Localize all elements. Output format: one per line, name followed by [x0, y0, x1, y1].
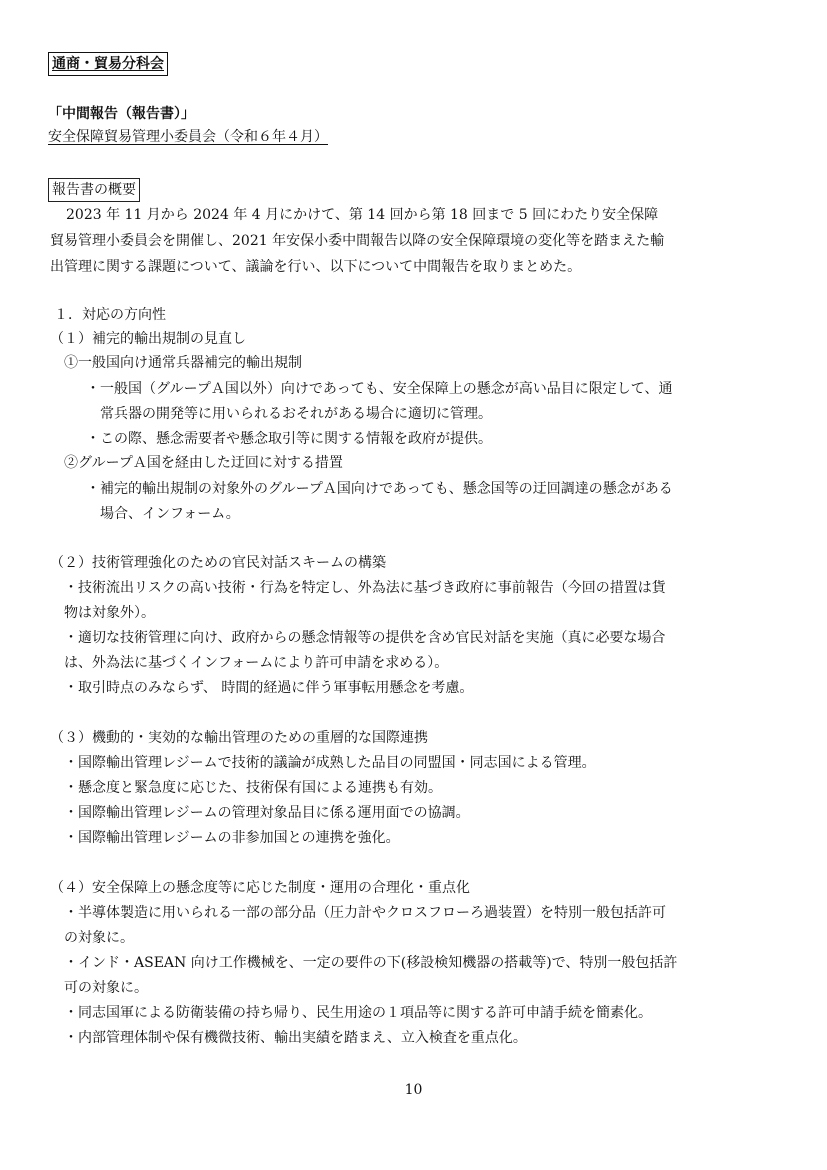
item-2-bullet-1-line-1: ・補完的輸出規制の対象外のグループＡ国向けであっても、懸念国等の迂回調達の懸念がある [86, 481, 673, 497]
subsection-2-heading: （２）技術管理強化のための官民対話スキームの構築 [50, 555, 386, 571]
section-heading: １．対応の方向性 [54, 307, 166, 323]
sub2-bullet-2-line-2: は、外為法に基づくインフォームにより許可申請を求める）。 [64, 655, 449, 671]
overview-label: 報告書の概要 [48, 178, 140, 202]
sub4-bullet-2-line-2: 可の対象に。 [64, 980, 148, 996]
item-1-bullet-1-line-2: 常兵器の開発等に用いられるおそれがある場合に適切に管理。 [100, 406, 492, 422]
sub2-bullet-2-line-1: ・適切な技術管理に向け、政府からの懸念情報等の提供を含め官民対話を実施（真に必要な場合 [64, 630, 666, 646]
sub3-bullet-4: ・国際輸出管理レジームの非参加国との連携を強化。 [64, 830, 400, 846]
item-2-heading: ②グループＡ国を経由した迂回に対する措置 [64, 455, 343, 471]
sub2-bullet-1-line-2: 物は対象外）。 [64, 605, 155, 621]
subsection-1-heading: （１）補完的輸出規制の見直し [50, 331, 246, 347]
sub4-bullet-2-line-1: ・インド・ASEAN 向け工作機械を、一定の要件の下(移設検知機器の搭載等)で、特別一般包括許 [64, 955, 678, 971]
sub4-bullet-1-line-2: の対象に。 [64, 930, 134, 946]
item-1-bullet-2: ・この際、懸念需要者や懸念取引等に関する情報を政府が提供。 [86, 431, 492, 447]
sub2-bullet-1-line-1: ・技術流出リスクの高い技術・行為を特定し、外為法に基づき政府に事前報告（今回の措置は貨 [64, 580, 666, 596]
report-title: 「中間報告（報告書）」 [48, 106, 195, 122]
subsection-3-heading: （３）機動的・実効的な輸出管理のための重層的な国際連携 [50, 730, 428, 746]
sub4-bullet-3: ・同志国軍による防衛装備の持ち帰り、民生用途の１項品等に関する許可申請手続を簡素化。 [64, 1005, 652, 1021]
overview-line-3: 出管理に関する課題について、議論を行い、以下について中間報告を取りまとめた。 [50, 259, 582, 275]
sub4-bullet-4: ・内部管理体制や保有機微技術、輸出実績を踏まえ、立入検査を重点化。 [64, 1030, 527, 1046]
page-number: 10 [404, 1082, 423, 1098]
committee-name: 安全保障貿易管理小委員会（令和６年４月） [48, 129, 328, 145]
sub4-bullet-1-line-1: ・半導体製造に用いられる一部の部分品（圧力計やクロスフローろ過装置）を特別一般包括許可 [64, 905, 666, 921]
sub2-bullet-3: ・取引時点のみならず、 時間的経過に伴う軍事転用懸念を考慮。 [64, 680, 474, 696]
item-1-heading: ①一般国向け通常兵器補完的輸出規制 [64, 355, 302, 371]
subsection-4-heading: （４）安全保障上の懸念度等に応じた制度・運用の合理化・重点化 [50, 880, 470, 896]
sub3-bullet-3: ・国際輸出管理レジームの管理対象品目に係る運用面での協調。 [64, 805, 470, 821]
overview-line-1: 2023 年 11 月から 2024 年 4 月にかけて、第 14 回から第 18 回まで 5 回にわたり安全保障 [66, 207, 659, 223]
sub3-bullet-1: ・国際輸出管理レジームで技術的議論が成熟した品目の同盟国・同志国による管理。 [64, 755, 596, 771]
item-1-bullet-1-line-1: ・一般国（グループＡ国以外）向けであっても、安全保障上の懸念が高い品目に限定して、通 [86, 381, 673, 397]
item-2-bullet-1-line-2: 場合、インフォーム。 [100, 506, 240, 522]
sub3-bullet-2: ・懸念度と緊急度に応じた、技術保有国による連携も有効。 [64, 780, 442, 796]
section-title: 通商・貿易分科会 [48, 52, 168, 76]
overview-line-2: 貿易管理小委員会を開催し、2021 年安保小委中間報告以降の安全保障環境の変化等を踏まえた輸 [50, 233, 665, 249]
